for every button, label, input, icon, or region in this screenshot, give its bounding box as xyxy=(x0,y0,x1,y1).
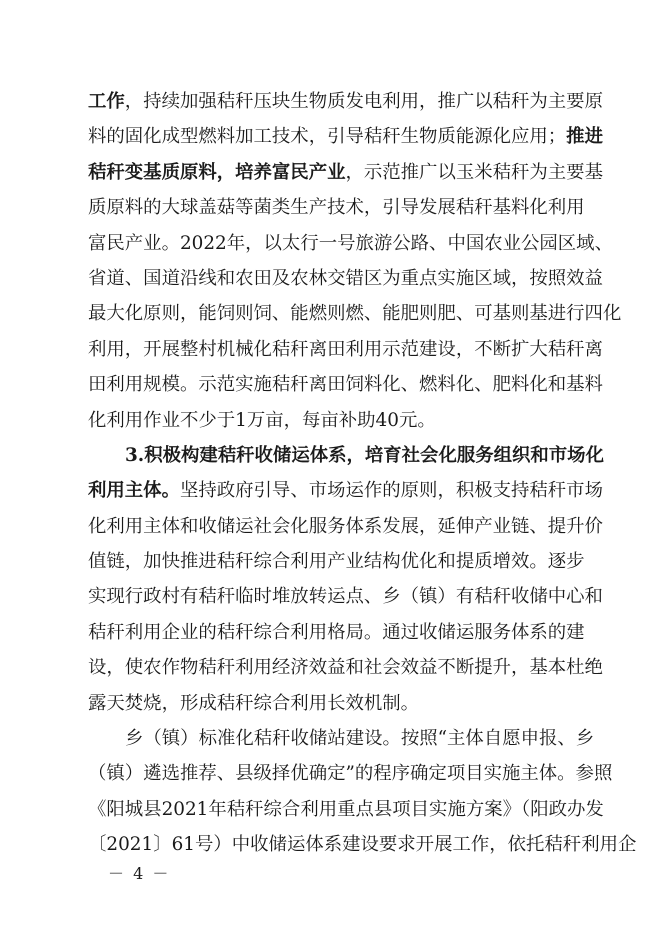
paragraph-3-line-4: 〔2021〕61号）中收储运体系建设要求开展工作，依托秸秆利用企 xyxy=(88,834,637,856)
paragraph-1-line-5: 富民产业。2022年，以太行一号旅游公路、中国农业公园区域、 xyxy=(88,232,613,254)
paragraph-2-line-3: 化利用主体和收储运社会化服务体系发展，延伸产业链、提升价 xyxy=(88,515,603,537)
paragraph-1-line-4: 质原料的大球盖菇等菌类生产技术，引导发展秸秆基料化利用 xyxy=(88,197,585,219)
page-number: － 4 － xyxy=(108,864,171,883)
paragraph-2-line-4: 值链，加快推进秸秆综合利用产业结构优化和提质增效。逐步 xyxy=(88,551,585,573)
paragraph-1-line-1 xyxy=(88,84,603,119)
text: 坚持政府引导、市场运作的原则，积极支持秸秆市场 xyxy=(179,480,603,502)
bold-text: 利用主体。 xyxy=(88,480,180,502)
paragraph-1-line-6: 省道、国道沿线和农田及农林交错区为重点实施区域，按照效益 xyxy=(88,267,603,289)
paragraph-1-line-7: 最大化原则，能饲则饲、能燃则燃、能肥则肥、可基则基进行四化 xyxy=(88,303,622,325)
paragraph-2-line-5: 实现行政村有秸秆临时堆放转运点、乡（镇）有秸秆收储中心和 xyxy=(88,586,603,608)
bold-text: 秸秆变基质原料，培养富民产业 xyxy=(88,161,346,183)
paragraph-1-line-8: 利用，开展整村机械化秸秆离田利用示范建设，不断扩大秸秆离 xyxy=(88,338,603,360)
paragraph-3-line-3: 《阳城县2021年秸秆综合利用重点县项目实施方案》（阳政办发 xyxy=(88,798,604,820)
body-text xyxy=(88,84,637,863)
paragraph-1-line-2 xyxy=(88,119,603,154)
bold-text: 工作 xyxy=(88,91,125,112)
bold-text: 推进 xyxy=(566,126,603,148)
paragraph-1-line-9: 田利用规模。示范实施秸秆离田饲料化、燃料化、肥料化和基料 xyxy=(88,374,603,396)
text: 料的固化成型燃料加工技术，引导秸秆生物质能源化应用； xyxy=(88,126,567,148)
text: ，持续加强秸秆压块生物质发电利用，推广以秸秆为主要原 xyxy=(124,91,603,112)
text: ，示范推广以玉米秸秆为主要基 xyxy=(345,161,603,183)
paragraph-3-line-1: 乡（镇）标准化秸秆收储站建设。按照“主体自愿申报、乡 xyxy=(125,728,595,750)
paragraph-2-line-6: 秸秆利用企业的秸秆综合利用格局。通过收储运服务体系的建 xyxy=(88,621,585,643)
section-heading-3: 3.积极构建秸秆收储运体系，培育社会化服务组织和市场化 xyxy=(125,444,604,466)
paragraph-2-line-8: 露天焚烧，形成秸秆综合利用长效机制。 xyxy=(88,692,420,714)
paragraph-1-line-3 xyxy=(88,155,603,190)
paragraph-2-line-7: 设，使农作物秸秆利用经济效益和社会效益不断提升，基本杜绝 xyxy=(88,657,603,679)
paragraph-3-line-2: （镇）遴选推荐、县级择优确定”的程序确定项目实施主体。参照 xyxy=(88,763,613,785)
paragraph-1-line-10: 化利用作业不少于1万亩，每亩补助40元。 xyxy=(88,409,436,431)
paragraph-2-line-2 xyxy=(88,473,603,508)
